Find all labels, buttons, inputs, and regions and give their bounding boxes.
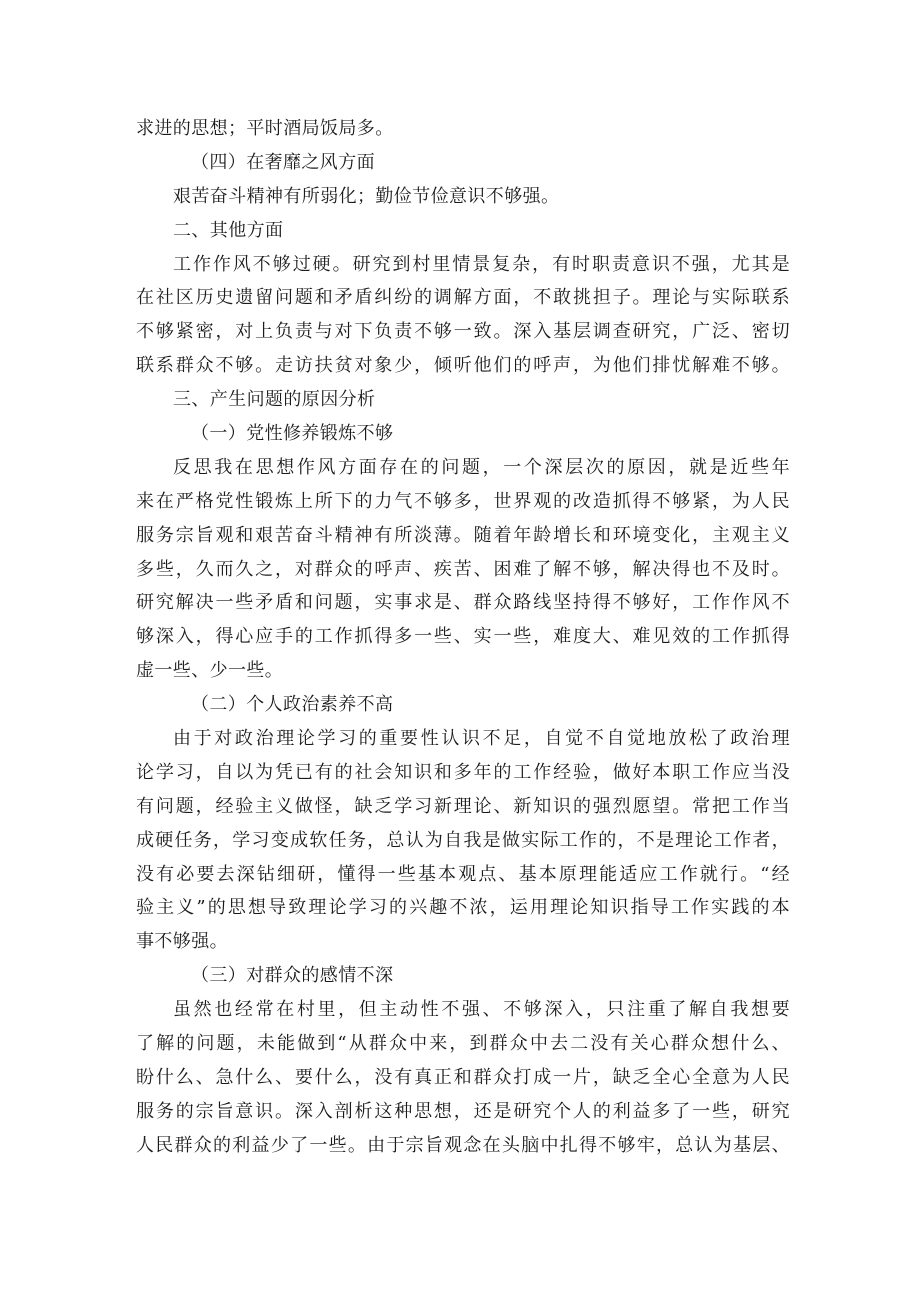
paragraph-line: 服务的宗旨意识。深入剖析这种思想，还是研究个人的利益多了一些，研究 [136,1100,790,1122]
paragraph-line: 二、其他方面 [173,219,284,241]
paragraph-line: 三、产生问题的原因分析 [173,389,376,411]
paragraph-line: 不够紧密，对上负责与对下负责不够一致。深入基层调查研究，广泛、密切 [136,321,790,343]
paragraph-line: 成硬任务，学习变成软任务，总认为自我是做实际工作的，不是理论工作者， [136,829,790,851]
paragraph-line: 工作作风不够过硬。研究到村里情景复杂，有时职责意识不强，尤其是 [173,253,790,275]
paragraph-line: 人民群众的利益少了一些。由于宗旨观念在头脑中扎得不够牢，总认为基层、 [136,1134,790,1156]
section-heading: （二）个人政治素养不高 [191,694,394,716]
paragraph-line: 虽然也经常在村里，但主动性不强、不够深入，只注重了解自我想要 [173,999,790,1021]
paragraph-line: 来在严格党性锻炼上所下的力气不够多，世界观的改造抓得不够紧，为人民 [136,490,790,512]
paragraph-line: 研究解决一些矛盾和问题，实事求是、群众路线坚持得不够好，工作作风不 [136,592,790,614]
paragraph-line: 在社区历史遗留问题和矛盾纠纷的调解方面，不敢挑担子。理论与实际联系 [136,287,790,309]
paragraph-line: 够深入，得心应手的工作抓得多一些、实一些，难度大、难见效的工作抓得 [136,626,790,648]
paragraph-line: 求进的思想；平时酒局饭局多。 [136,118,394,139]
paragraph-line: 由于对政治理论学习的重要性认识不足，自觉不自觉地放松了政治理 [173,728,790,750]
paragraph-line: 事不够强。 [136,931,228,953]
paragraph-line: 了解的问题，未能做到“从群众中来，到群众中去二没有关心群众想什么、 [136,1033,790,1055]
section-heading: （四）在奢靡之风方面 [191,151,375,173]
paragraph-line: 有问题，经验主义做怪，缺乏学习新理论、新知识的强烈愿望。常把工作当 [136,795,790,817]
paragraph-line: 艰苦奋斗精神有所弱化；勤俭节俭意识不够强。 [173,185,560,207]
paragraph-line: 验主义”的思想导致理论学习的兴趣不浓，运用理论知识指导工作实践的本 [136,897,790,919]
document-body [136,112,790,1163]
paragraph-line: 联系群众不够。走访扶贫对象少，倾听他们的呼声，为他们排忧解难不够。 [136,355,790,377]
paragraph-line: 反思我在思想作风方面存在的问题，一个深层次的原因，就是近些年 [173,456,790,478]
paragraph-line: 多些，久而久之，对群众的呼声、疾苦、困难了解不够，解决得也不及时。 [136,558,790,580]
paragraph-line: 没有必要去深钻细研，懂得一些基本观点、基本原理能适应工作就行。“经 [136,863,790,885]
paragraph-line: 服务宗旨观和艰苦奋斗精神有所淡薄。随着年龄增长和环境变化，主观主义 [136,524,790,546]
section-heading: （一）党性修养锻炼不够 [191,423,394,445]
section-heading: （三）对群众的感情不深 [191,965,394,987]
paragraph-line: 虚一些、少一些。 [136,660,284,682]
paragraph-line: 论学习，自以为凭已有的社会知识和多年的工作经验，做好本职工作应当没 [136,761,790,783]
paragraph-line: 盼什么、急什么、要什么，没有真正和群众打成一片，缺乏全心全意为人民 [136,1066,790,1088]
